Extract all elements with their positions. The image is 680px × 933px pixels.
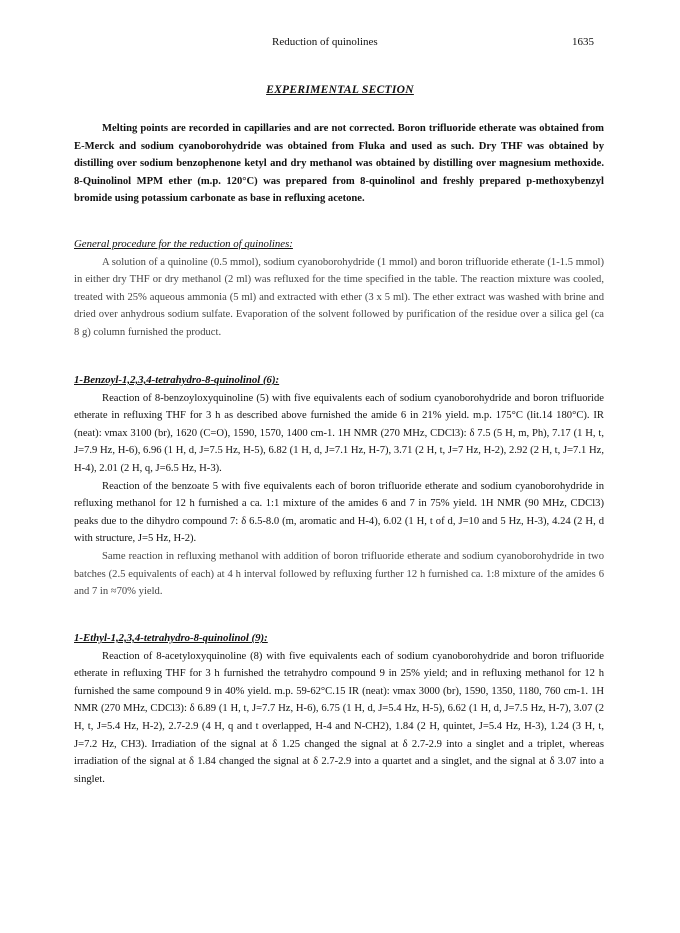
section-title: EXPERIMENTAL SECTION [266, 84, 414, 96]
benzoyl-block [74, 372, 604, 601]
running-header: Reduction of quinolines [272, 36, 378, 48]
ethyl-block [74, 630, 604, 788]
benzoyl-paragraph-3: Same reaction in refluxing methanol with addition of boron trifluoride etherate and sodium cyanoborohydride in two batches (2.5 equivalents of each) at 4 h interval followed by refluxing further 12 h furnished ca. 1:8 mixture of the amides 6 and 7 in ≈70% yield. [74, 550, 604, 598]
ethyl-heading: 1-Ethyl-1,2,3,4-tetrahydro-8-quinolinol (9): [74, 632, 268, 644]
ethyl-paragraph-1: Reaction of 8-acetyloxyquinoline (8) with five equivalents each of sodium cyanoborohydride and boron trifluoride etherate in refluxing THF for 3 h furnished the tetrahydro compound 9 in 25% yield; and in refluxing methanol for 12 h furnished the same compound 9 in 40% yield. m.p. 59-62°C.15 IR (neat): νmax 3000 (br), 1590, 1350, 1180, 760 cm-1. 1H NMR (270 MHz, CDCl3): δ 6.89 (1 H, t, J=7.7 Hz, H-6), 6.75 (1 H, d, J=5.4 Hz, H-5), 6.62 (1 H, d, J=7.5 Hz, H-7), 3.07 (2 H, t, J=5.4 Hz, H-2), 2.7-2.9 (4 H, q and t overlapped, H-4 and N-CH2), 1.84 (2 H, quintet, J=5.4 Hz, H-3), 1.24 (3 H, t, J=7.2 Hz, CH3). Irradiation of the signal at δ 1.25 changed the signal at δ 2.7-2.9 into a singlet and a triplet, whereas irradiation of the signal at δ 1.84 changed the signal at δ 2.7-2.9 into a quartet and a singlet, and the signal at δ 3.07 into a singlet. [74, 650, 604, 785]
intro-paragraph: Melting points are recorded in capillaries and are not corrected. Boron trifluoride etherate was obtained from E-Merck and sodium cyanoborohydride was obtained from Fluka and used as such. Dry THF was obtained by distilling over sodium benzophenone ketyl and dry methanol was obtained by distilling over magnesium methoxide. 8-Quinolinol MPM ether (m.p. 120°C) was prepared from 8-quinolinol and freshly prepared p-methoxybenzyl bromide using potassium carbonate as base in refluxing acetone. [74, 123, 604, 205]
page-number: 1635 [572, 36, 594, 48]
general-procedure-text: A solution of a quinoline (0.5 mmol), sodium cyanoborohydride (1 mmol) and boron trifluoride etherate (1-1.5 mmol) in either dry THF or dry methanol (2 ml) was refluxed for the time specified in the table. The reaction mixture was cooled, treated with 25% aqueous ammonia (5 ml) and extracted with ether (3 x 5 ml). The ether extract was washed with brine and dried over anhydrous sodium sulfate. Evaporation of the solvent followed by purification of the residue over a silica gel (ca 8 g) column furnished the product. [74, 256, 604, 338]
intro-block [74, 120, 604, 208]
benzoyl-heading: 1-Benzoyl-1,2,3,4-tetrahydro-8-quinolinol (6): [74, 374, 280, 386]
benzoyl-paragraph-2: Reaction of the benzoate 5 with five equivalents each of boron trifluoride etherate and sodium cyanoborohydride in refluxing methanol for 12 h furnished a ca. 1:1 mixture of the amides 6 and 7 in 75% yield. 1H NMR (90 MHz, CDCl3) peaks due to the dihydro compound 7: δ 6.5-8.0 (m, aromatic and H-4), 6.02 (1 H, t of d, J=10 and 5 Hz, H-3), 4.24 (2 H, d with structure, J=5 Hz, H-2). [74, 480, 604, 545]
general-procedure-heading: General procedure for the reduction of quinolines: [74, 238, 293, 250]
general-procedure-block [74, 236, 604, 342]
benzoyl-paragraph-1: Reaction of 8-benzoyloxyquinoline (5) with five equivalents each of sodium cyanoborohydride and boron trifluoride etherate in refluxing THF for 3 h as described above furnished the amide 6 in 21% yield. m.p. 175°C (lit.14 180°C). IR (neat): νmax 3100 (br), 1620 (C=O), 1590, 1570, 1400 cm-1. 1H NMR (270 MHz, CDCl3): δ 7.5 (5 H, m, Ph), 7.17 (1 H, t, J=7.9 Hz, H-6), 6.96 (1 H, d, J=7.5 Hz, H-5), 6.82 (1 H, d, J=7.1 Hz, H-7), 3.71 (2 H, t, J=7 Hz, H-2), 2.92 (2 H, t, J=7.1 Hz, H-4), 2.01 (2 H, q, J=6.5 Hz, H-3). [74, 392, 604, 474]
